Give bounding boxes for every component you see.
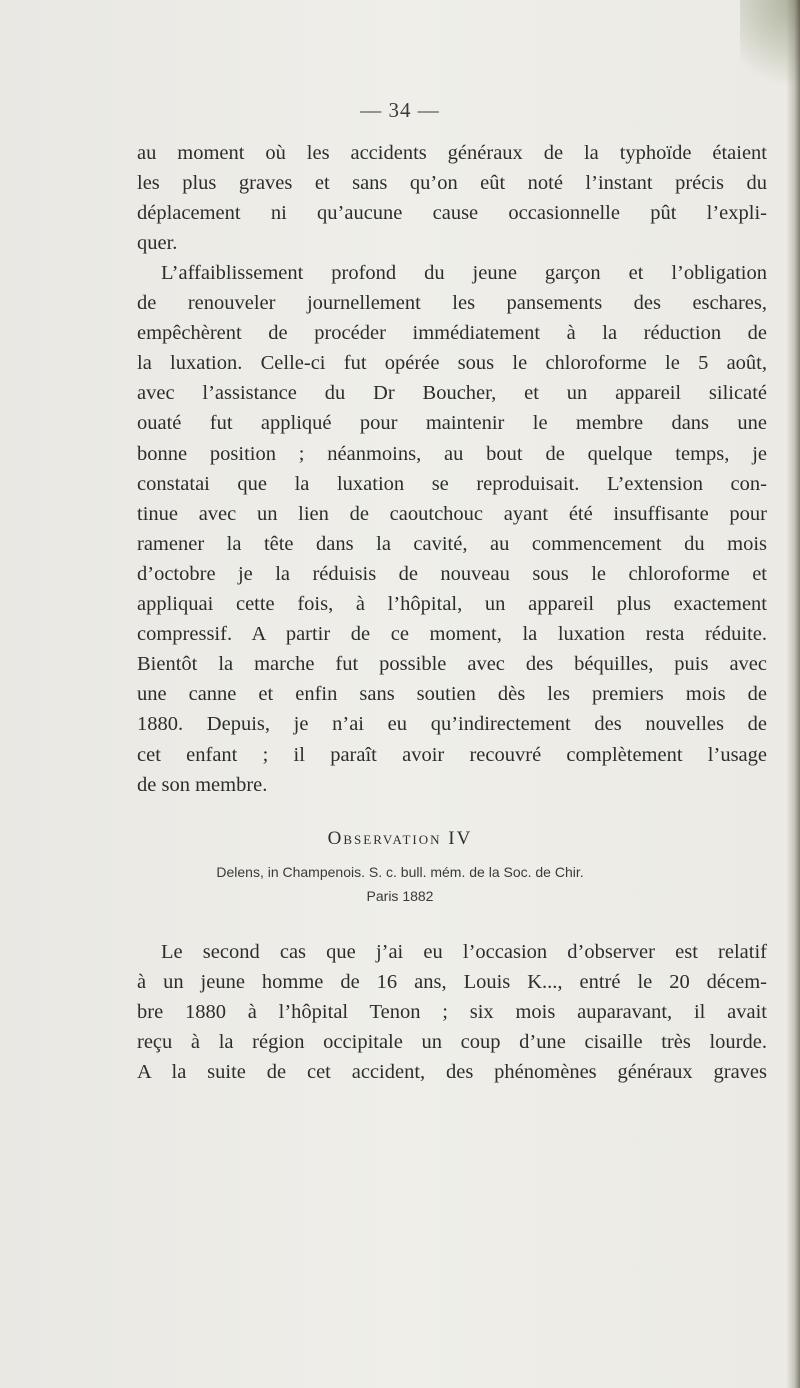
paragraph-second-case <box>137 937 767 1087</box>
text-line: 1880. Depuis, je n’ai eu qu’indirectement des nouvelles de <box>137 713 767 736</box>
text-line: quer. <box>137 232 178 255</box>
text-line: à un jeune homme de 16 ans, Louis K..., entré le 20 décem- <box>137 971 767 994</box>
text-line: bre 1880 à l’hôpital Tenon ; six mois auparavant, il avait <box>137 1001 767 1024</box>
observation-reference: Delens, in Champenois. S. c. bull. mém. de la Soc. de Chir. <box>216 864 584 880</box>
text-line: ouaté fut appliqué pour maintenir le membre dans une <box>137 412 767 435</box>
text-line: tinue avec un lien de caoutchouc ayant été insuffisante pour <box>137 502 767 525</box>
text-line: la luxation. Celle-ci fut opérée sous le chloroforme le 5 août, <box>137 352 767 375</box>
paragraph-continued <box>137 138 767 258</box>
text-line: empêchèrent de procéder immédiatement à la réduction de <box>137 322 767 345</box>
text-line: L’affaiblissement profond du jeune garçon et l’obligation <box>161 262 767 284</box>
text-line: reçu à la région occipitale un coup d’une cisaille très lourde. <box>137 1031 767 1054</box>
paragraph-luxation <box>137 258 767 800</box>
text-line: constatai que la luxation se reproduisait. L’extension con- <box>137 472 767 495</box>
text-line: de renouveler journellement les pansements des eschares, <box>137 292 767 315</box>
text-line: une canne et enfin sans soutien dès les premiers mois de <box>137 683 767 706</box>
page-edge-shadow <box>786 0 800 1388</box>
text-line: au moment où les accidents généraux de la typhoïde étaient <box>137 142 767 164</box>
text-line: de son membre. <box>137 773 268 796</box>
text-line: les plus graves et sans qu’on eût noté l’instant précis du <box>137 172 767 195</box>
text-line: compressif. A partir de ce moment, la luxation resta réduite. <box>137 623 767 646</box>
page-number: — 34 — <box>360 98 440 122</box>
text-line: appliquai cette fois, à l’hôpital, un appareil plus exactement <box>137 593 767 616</box>
text-line: cet enfant ; il paraît avoir recouvré complètement l’usage <box>137 743 767 766</box>
text-line: A la suite de cet accident, des phénomènes généraux graves <box>137 1061 767 1084</box>
text-line: Le second cas que j’ai eu l’occasion d’observer est relatif <box>161 941 767 963</box>
text-line: ramener la tête dans la cavité, au commencement du mois <box>137 532 767 555</box>
text-line: déplacement ni qu’aucune cause occasionnelle pût l’expli- <box>137 202 767 225</box>
text-line: bonne position ; néanmoins, au bout de quelque temps, je <box>137 442 767 465</box>
observation-heading: Observation IV <box>327 828 473 849</box>
observation-reference-place: Paris 1882 <box>366 888 434 904</box>
text-line: Bientôt la marche fut possible avec des béquilles, puis avec <box>137 653 767 676</box>
text-line: d’octobre je la réduisis de nouveau sous le chloroforme et <box>137 562 767 585</box>
text-line: avec l’assistance du Dr Boucher, et un appareil silicaté <box>137 382 767 405</box>
